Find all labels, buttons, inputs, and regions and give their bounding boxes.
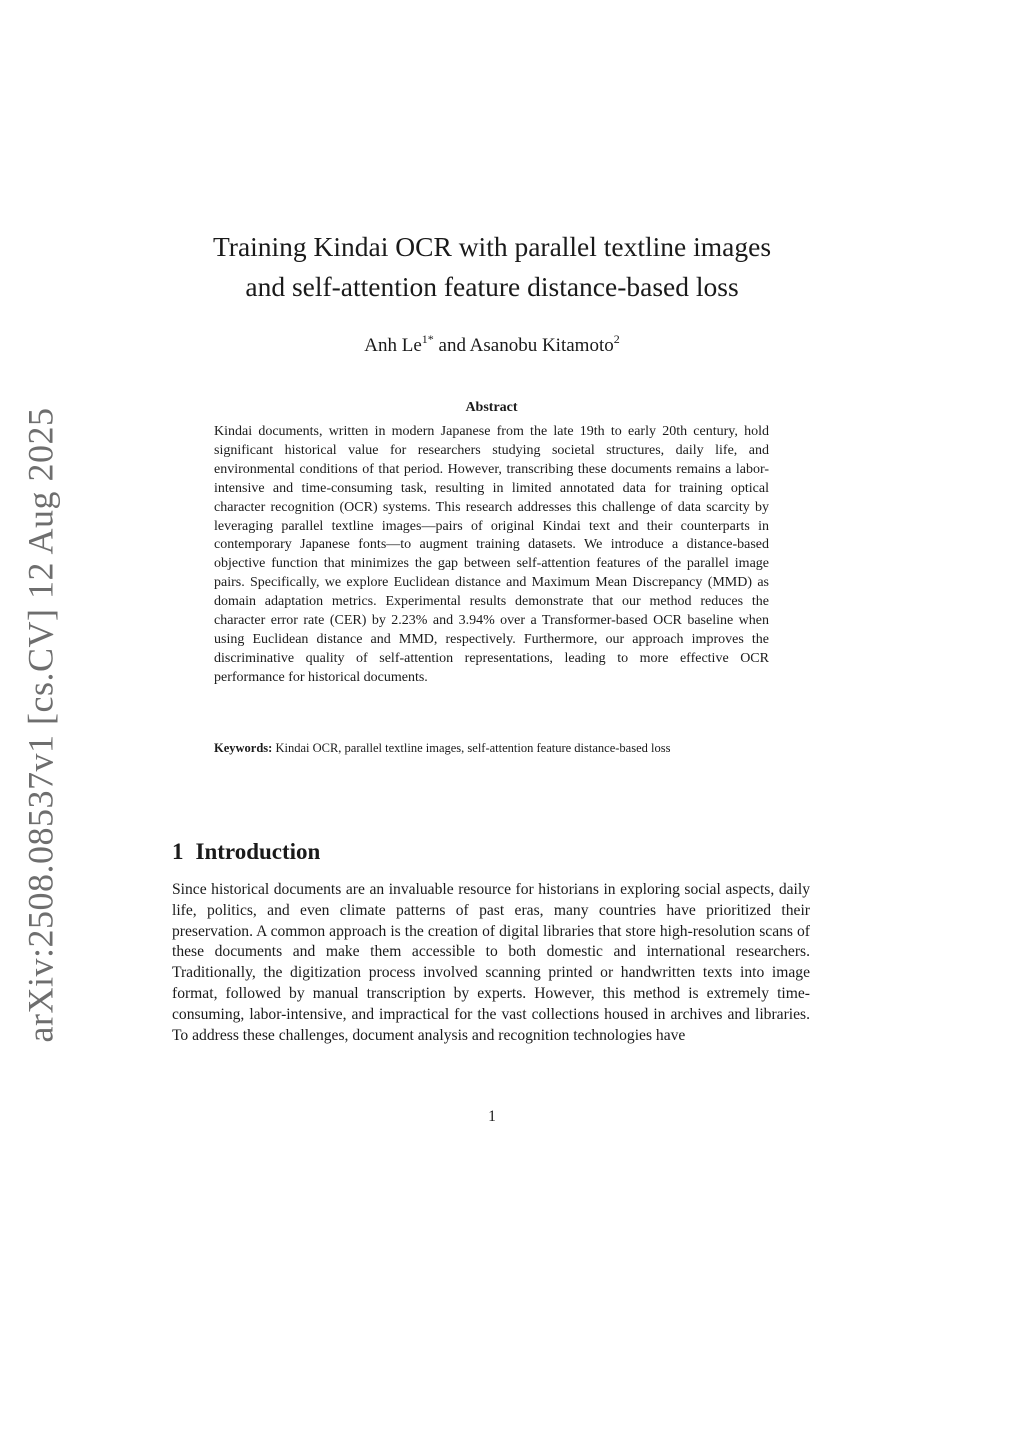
author-list [172,333,812,359]
author-affiliation-mark-1: 1* [421,332,434,346]
section-number: 1 [172,839,184,864]
paper-title-line-2: and self-attention feature distance-based loss [245,271,739,302]
page-number: 1 [488,1108,496,1125]
arxiv-identifier-text: arXiv:2508.08537v1 [cs.CV] 12 Aug 2025 [20,407,60,1043]
arxiv-identifier-stamp [0,407,80,1043]
abstract-body: Kindai documents, written in modern Japanese from the late 19th to early 20th century, hold significant historical value for researchers studying societal structures, daily life, and environmental conditions of that period. However, transcribing these documents remains a labor-intensive and time-consuming task, resulting in limited annotated data for training optical character recognition (OCR) systems. This research addresses this challenge of data scarcity by leveraging parallel textline images—pairs of original Kindai text and their counterparts in contemporary Japanese fonts—to augment training datasets. We introduce a distance-based objective function that minimizes the gap between self-attention features of the parallel image pairs. Specifically, we explore Euclidean distance and Maximum Mean Discrepancy (MMD) as domain adaptation metrics. Experimental results demonstrate that our method reduces the character error rate (CER) by 2.23% and 3.94% over a Transformer-based OCR baseline when using Euclidean distance and MMD, respectively. Furthermore, our approach improves the discriminative quality of self-attention representations, leading to more effective OCR performance for historical documents. [214,424,769,685]
author-conjunction: and [433,335,470,356]
abstract-heading: Abstract [465,400,518,415]
keywords-text: Kindai OCR, parallel textline images, self-attention feature distance-based loss [272,741,671,755]
keywords-label: Keywords: [214,741,273,755]
author-name-1: Anh Le [364,335,422,356]
author-affiliation-mark-2: 2 [613,332,620,346]
author-name-2: Asanobu Kitamoto [469,335,614,356]
introduction-paragraph: Since historical documents are an invaluable resource for historians in exploring social aspects, daily life, politics, and even climate patterns of past eras, many countries have prioritized their preservation. A common approach is the creation of digital libraries that store high-resolution scans of these documents and make them accessible to both domestic and international researchers. Traditionally, the digitization process involved scanning printed or handwritten texts into image format, followed by manual transcription by experts. However, this method is extremely time-consuming, labor-intensive, and impractical for the vast collections housed in archives and libraries. To address these challenges, document analysis and recognition technologies have [172,881,810,1044]
paper-title-line-1: Training Kindai OCR with parallel textline images [212,231,772,262]
keywords-block [214,740,714,757]
paper-title [172,227,812,307]
section-heading-introduction [172,836,320,868]
section-title: Introduction [195,839,321,864]
